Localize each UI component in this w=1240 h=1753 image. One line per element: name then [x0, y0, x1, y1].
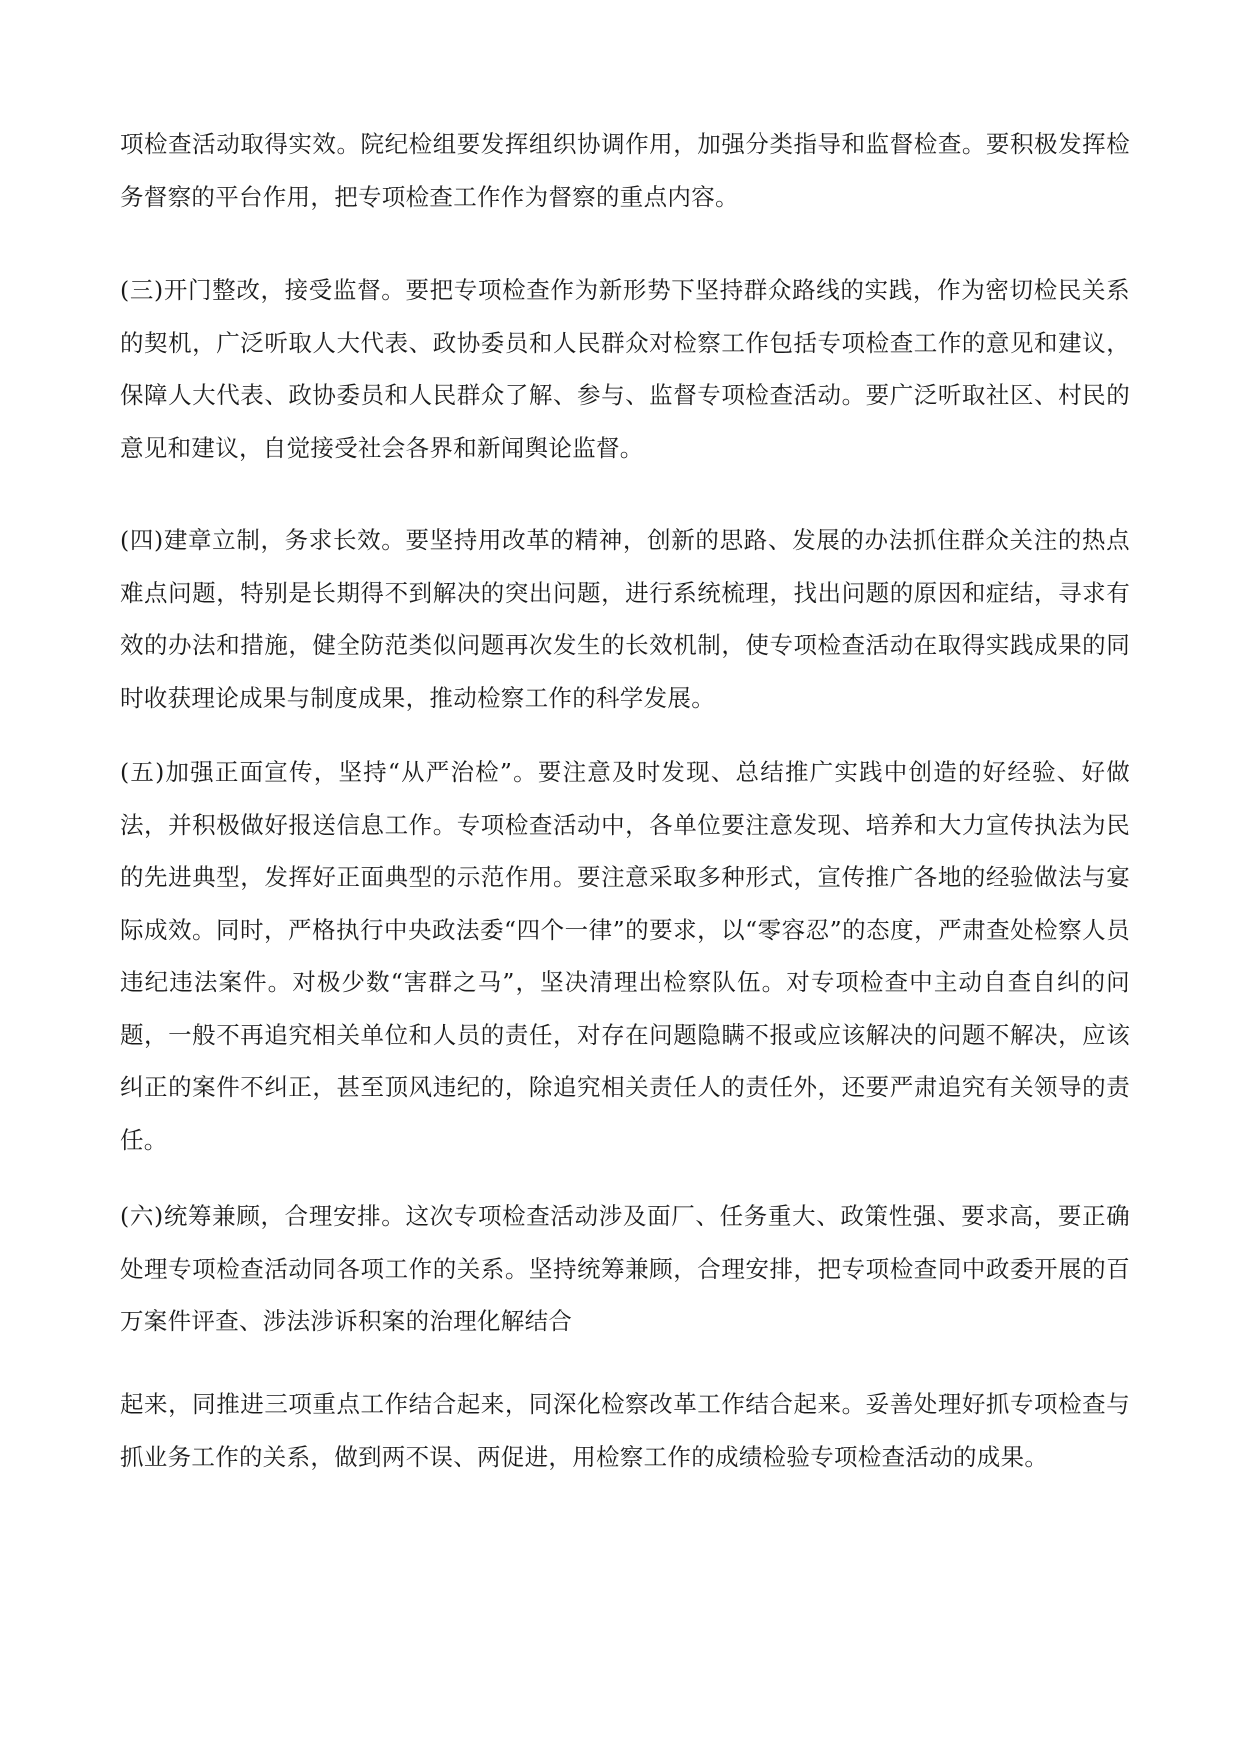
paragraph-2: (三)开门整改，接受监督。要把专项检查作为新形势下坚持群众路线的实践，作为密切检民关系的契机，广泛听取人大代表、政协委员和人民群众对检察工作包括专项检查工作的意见和建议，保障人大代表、政协委员和人民群众了解、参与、监督专项检查活动。要广泛听取社区、村民的意见和建议，自觉接受社会各界和新闻舆论监督。 — [120, 276, 1130, 462]
paragraph-4: (五)加强正面宣传，坚持“从严治检”。要注意及时发现、总结推广实践中创造的好经验、好做法，并积极做好报送信息工作。专项检查活动中，各单位要注意发现、培养和大力宣传执法为民的先进典型，发挥好正面典型的示范作用。要注意采取多种形式，宣传推广各地的经验做法与宴际成效。同时，严格执行中央政法委“四个一律”的要求，以“零容忍”的态度，严肃查处检察人员违纪违法案件。对极少数“害群之马”，坚决清理出检察队伍。对专项检查中主动自查自纠的问题，一般不再追究相关单位和人员的责任，对存在问题隐瞒不报或应该解决的问题不解决，应该纠正的案件不纠正，甚至顶风违纪的，除追究相关责任人的责任外，还要严肃追究有关领导的责任。 — [120, 758, 1130, 1154]
paragraph-6: 起来，同推进三项重点工作结合起来，同深化检察改革工作结合起来。妥善处理好抓专项检查与抓业务工作的关系，做到两不误、两促进，用检察工作的成绩检验专项检查活动的成果。 — [120, 1390, 1130, 1471]
paragraph-3: (四)建章立制，务求长效。要坚持用改革的精神，创新的思路、发展的办法抓住群众关注的热点难点问题，特别是长期得不到解决的突出问题，进行系统梳理，找出问题的原因和症结，寻求有效的办法和措施，健全防范类似问题再次发生的长效机制，使专项检查活动在取得实践成果的同时收获理论成果与制度成果，推动检察工作的科学发展。 — [120, 526, 1130, 712]
paragraph-1: 项检查活动取得实效。院纪检组要发挥组织协调作用，加强分类指导和监督检查。要积极发挥检务督察的平台作用，把专项检查工作作为督察的重点内容。 — [120, 130, 1130, 211]
paragraph-5: (六)统筹兼顾，合理安排。这次专项检查活动涉及面厂、任务重大、政策性强、要求高，要正确处理专项检查活动同各项工作的关系。坚持统筹兼顾，合理安排，把专项检查同中政委开展的百万案件评查、涉法涉诉积案的治理化解结合 — [120, 1202, 1130, 1335]
